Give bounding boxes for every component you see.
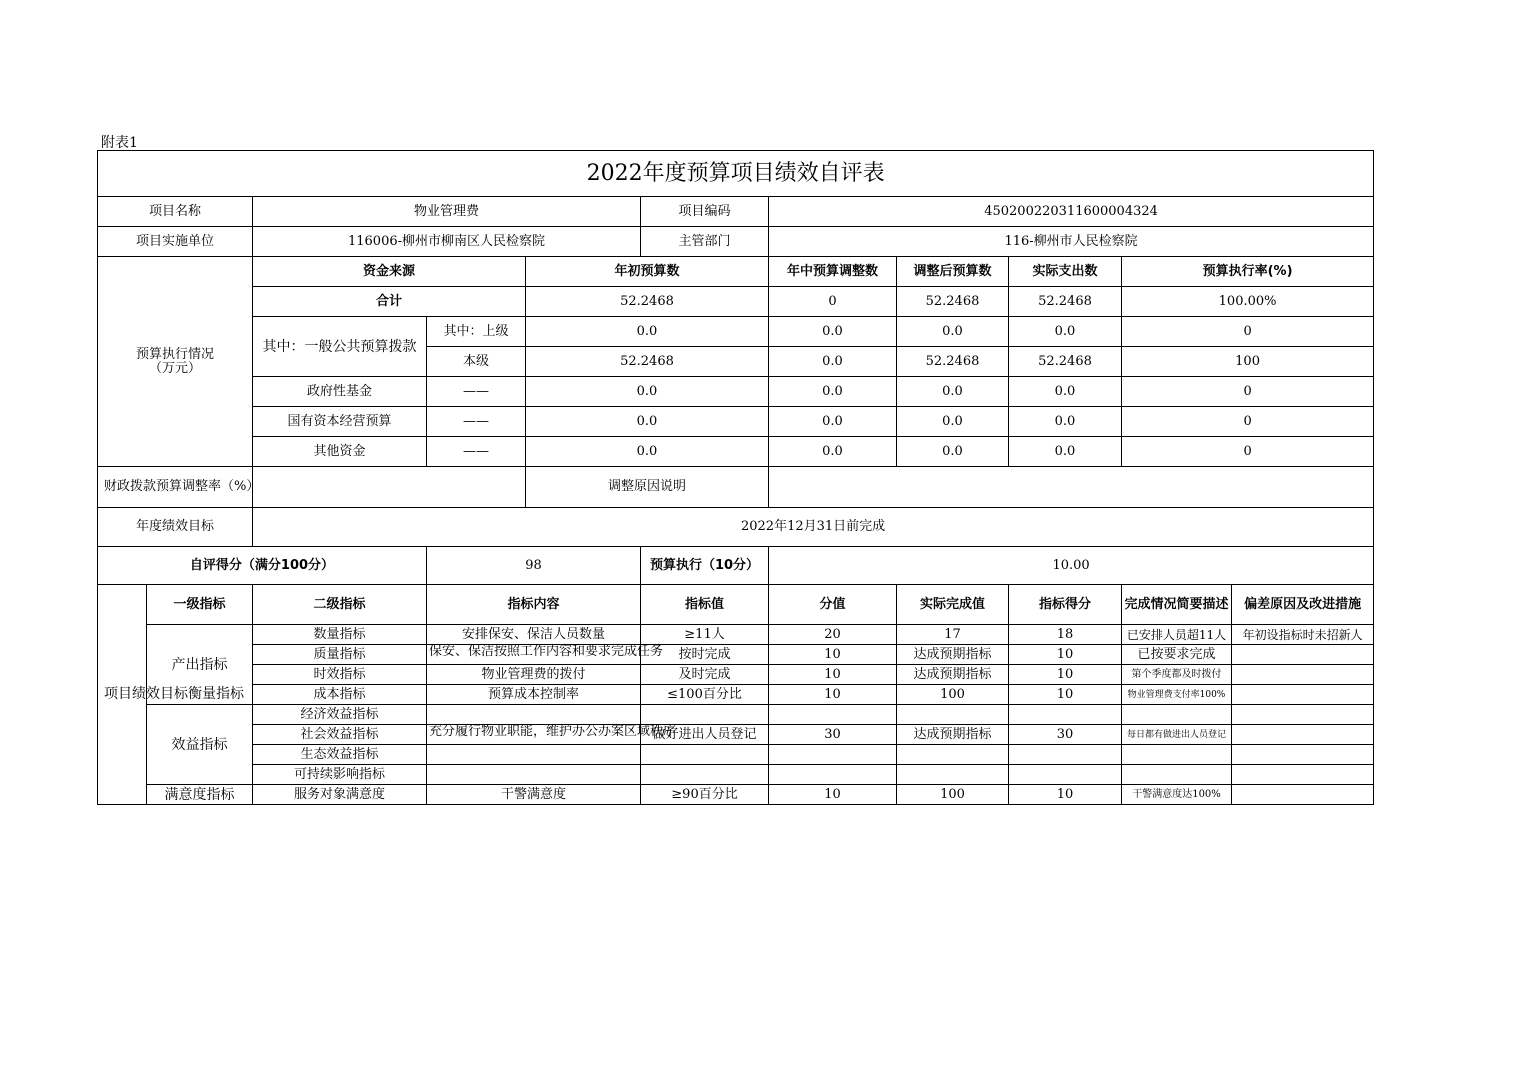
budget-header-actual: 实际支出数	[1009, 257, 1122, 287]
state-capital-rate: 0	[1122, 407, 1374, 437]
indicator-level2: 数量指标	[253, 625, 427, 645]
indicator-desc: 干警满意度达100%	[1122, 785, 1232, 805]
indicator-target: 及时完成	[641, 665, 769, 685]
table-row	[98, 645, 1374, 665]
other-funds-adjusted: 0.0	[897, 437, 1009, 467]
indicator-actual	[897, 705, 1009, 725]
indicator-content	[427, 745, 641, 765]
annual-goal-label: 年度绩效目标	[98, 508, 253, 547]
project-code-label: 项目编码	[641, 197, 769, 227]
state-capital-label: 国有资本经营预算	[253, 407, 427, 437]
indicator-score: 18	[1009, 625, 1122, 645]
upper-adjustment: 0.0	[769, 317, 897, 347]
benefit-indicator-label: 效益指标	[147, 705, 253, 785]
other-funds-adjustment: 0.0	[769, 437, 897, 467]
indicator-points: 20	[769, 625, 897, 645]
indicator-desc: 每日都有做进出人员登记	[1122, 725, 1232, 745]
ind-header-score: 指标得分	[1009, 585, 1122, 625]
page-title: 2022年度预算项目绩效自评表	[98, 151, 1374, 197]
indicator-level2: 经济效益指标	[253, 705, 427, 725]
state-capital-dash: ——	[427, 407, 526, 437]
indicator-actual: 达成预期指标	[897, 725, 1009, 745]
indicator-content: 物业管理费的拨付	[427, 665, 641, 685]
indicator-points	[769, 765, 897, 785]
table-row	[98, 665, 1374, 685]
budget-header-initial: 年初预算数	[526, 257, 769, 287]
indicator-level2: 成本指标	[253, 685, 427, 705]
indicator-score: 10	[1009, 785, 1122, 805]
other-funds-label: 其他资金	[253, 437, 427, 467]
gov-fund-initial: 0.0	[526, 377, 769, 407]
ind-header-desc: 完成情况简要描述	[1122, 585, 1232, 625]
indicator-points: 10	[769, 785, 897, 805]
indicator-desc	[1122, 745, 1232, 765]
upper-initial: 0.0	[526, 317, 769, 347]
indicator-score: 10	[1009, 645, 1122, 665]
indicator-reason	[1232, 745, 1374, 765]
budget-header-rate: 预算执行率(%)	[1122, 257, 1374, 287]
indicator-content	[427, 705, 641, 725]
ind-header-content: 指标内容	[427, 585, 641, 625]
state-capital-initial: 0.0	[526, 407, 769, 437]
indicator-actual	[897, 745, 1009, 765]
self-score-label: 自评得分（满分100分）	[98, 547, 427, 585]
upper-label: 其中：上级	[427, 317, 526, 347]
indicator-actual: 100	[897, 685, 1009, 705]
indicator-desc	[1122, 765, 1232, 785]
ind-header-points: 分值	[769, 585, 897, 625]
adjust-reason-label: 调整原因说明	[526, 467, 769, 508]
local-rate: 100	[1122, 347, 1374, 377]
indicator-desc: 物业管理费支付率100%	[1122, 685, 1232, 705]
indicator-reason	[1232, 665, 1374, 685]
indicator-desc: 第个季度都及时拨付	[1122, 665, 1232, 685]
indicator-points: 10	[769, 685, 897, 705]
indicator-points	[769, 705, 897, 725]
indicator-score: 30	[1009, 725, 1122, 745]
indicator-desc	[1122, 705, 1232, 725]
general-budget-label: 其中：一般公共预算拨款	[253, 317, 427, 377]
total-actual: 52.2468	[1009, 287, 1122, 317]
unit-value: 116006-柳州市柳南区人民检察院	[253, 227, 641, 257]
gov-fund-rate: 0	[1122, 377, 1374, 407]
local-actual: 52.2468	[1009, 347, 1122, 377]
indicator-target: 按时完成	[641, 645, 769, 665]
table-row	[98, 625, 1374, 645]
indicator-score	[1009, 745, 1122, 765]
indicator-content: 安排保安、保洁人员数量	[427, 625, 641, 645]
local-initial: 52.2468	[526, 347, 769, 377]
indicator-reason	[1232, 685, 1374, 705]
table-row	[98, 685, 1374, 705]
indicator-target	[641, 765, 769, 785]
total-rate: 100.00%	[1122, 287, 1374, 317]
indicator-desc: 已安排人员超11人	[1122, 625, 1232, 645]
indicator-level2: 社会效益指标	[253, 725, 427, 745]
satisfaction-indicator-label: 满意度指标	[147, 785, 253, 805]
budget-section-label: 预算执行情况 （万元）	[98, 257, 253, 467]
upper-actual: 0.0	[1009, 317, 1122, 347]
indicator-reason: 年初设指标时未招新人	[1232, 625, 1374, 645]
ind-header-level1: 一级指标	[147, 585, 253, 625]
dept-value: 116-柳州市人民检察院	[769, 227, 1374, 257]
indicator-section-label: 项目绩效目标衡量指标	[98, 585, 147, 805]
total-initial: 52.2468	[526, 287, 769, 317]
indicator-content: 预算成本控制率	[427, 685, 641, 705]
ind-header-level2: 二级指标	[253, 585, 427, 625]
indicator-actual	[897, 765, 1009, 785]
other-funds-actual: 0.0	[1009, 437, 1122, 467]
indicator-actual: 达成预期指标	[897, 645, 1009, 665]
indicator-points: 10	[769, 645, 897, 665]
gov-fund-dash: ——	[427, 377, 526, 407]
adjust-rate-value	[253, 467, 526, 508]
adjust-reason-value	[769, 467, 1374, 508]
table-row	[98, 725, 1374, 745]
annual-goal-value: 2022年12月31日前完成	[253, 508, 1374, 547]
budget-header-adjusted: 调整后预算数	[897, 257, 1009, 287]
indicator-content: 充分履行物业职能，维护办公办案区域秩序	[427, 725, 641, 745]
ind-header-target: 指标值	[641, 585, 769, 625]
other-funds-initial: 0.0	[526, 437, 769, 467]
output-indicator-label: 产出指标	[147, 625, 253, 705]
indicator-target: ≥11人	[641, 625, 769, 645]
ind-header-reason: 偏差原因及改进措施	[1232, 585, 1374, 625]
indicator-points: 30	[769, 725, 897, 745]
indicator-points: 10	[769, 665, 897, 685]
state-capital-adjustment: 0.0	[769, 407, 897, 437]
indicator-content: 干警满意度	[427, 785, 641, 805]
state-capital-actual: 0.0	[1009, 407, 1122, 437]
local-adjustment: 0.0	[769, 347, 897, 377]
indicator-level2: 服务对象满意度	[253, 785, 427, 805]
dept-label: 主管部门	[641, 227, 769, 257]
indicator-content: 保安、保洁按照工作内容和要求完成任务	[427, 645, 641, 665]
indicator-reason	[1232, 785, 1374, 805]
attachment-label: 附表1	[101, 135, 138, 151]
indicator-target	[641, 705, 769, 725]
indicator-level2: 时效指标	[253, 665, 427, 685]
indicator-level2: 可持续影响指标	[253, 765, 427, 785]
ind-header-actual: 实际完成值	[897, 585, 1009, 625]
indicator-actual: 100	[897, 785, 1009, 805]
indicator-desc: 已按要求完成	[1122, 645, 1232, 665]
gov-fund-actual: 0.0	[1009, 377, 1122, 407]
gov-fund-label: 政府性基金	[253, 377, 427, 407]
budget-exec-value: 10.00	[769, 547, 1374, 585]
other-funds-dash: ——	[427, 437, 526, 467]
indicator-actual: 达成预期指标	[897, 665, 1009, 685]
indicator-reason	[1232, 645, 1374, 665]
total-adjustment: 0	[769, 287, 897, 317]
unit-label: 项目实施单位	[98, 227, 253, 257]
gov-fund-adjusted: 0.0	[897, 377, 1009, 407]
budget-exec-label: 预算执行（10分）	[641, 547, 769, 585]
table-row	[98, 705, 1374, 725]
indicator-score: 10	[1009, 665, 1122, 685]
self-score-value: 98	[427, 547, 641, 585]
total-label: 合计	[253, 287, 526, 317]
upper-rate: 0	[1122, 317, 1374, 347]
table-row	[98, 745, 1374, 765]
indicator-score: 10	[1009, 685, 1122, 705]
state-capital-adjusted: 0.0	[897, 407, 1009, 437]
indicator-score	[1009, 705, 1122, 725]
indicator-level2: 质量指标	[253, 645, 427, 665]
table-row	[98, 785, 1374, 805]
project-name: 物业管理费	[253, 197, 641, 227]
project-name-label: 项目名称	[98, 197, 253, 227]
performance-table	[97, 150, 1374, 805]
upper-adjusted: 0.0	[897, 317, 1009, 347]
indicator-reason	[1232, 705, 1374, 725]
project-code: 450200220311600004324	[769, 197, 1374, 227]
local-label: 本级	[427, 347, 526, 377]
indicator-actual: 17	[897, 625, 1009, 645]
indicator-level2: 生态效益指标	[253, 745, 427, 765]
indicator-target	[641, 745, 769, 765]
total-adjusted: 52.2468	[897, 287, 1009, 317]
budget-header-source: 资金来源	[253, 257, 526, 287]
indicator-target: 做好进出人员登记	[641, 725, 769, 745]
gov-fund-adjustment: 0.0	[769, 377, 897, 407]
indicator-score	[1009, 765, 1122, 785]
indicator-content	[427, 765, 641, 785]
indicator-reason	[1232, 725, 1374, 745]
table-row	[98, 765, 1374, 785]
indicator-target: ≥90百分比	[641, 785, 769, 805]
budget-header-adjustment: 年中预算调整数	[769, 257, 897, 287]
other-funds-rate: 0	[1122, 437, 1374, 467]
indicator-reason	[1232, 765, 1374, 785]
adjust-rate-label: 财政拨款预算调整率（%）	[98, 467, 253, 508]
indicator-target: ≤100百分比	[641, 685, 769, 705]
indicator-points	[769, 745, 897, 765]
local-adjusted: 52.2468	[897, 347, 1009, 377]
